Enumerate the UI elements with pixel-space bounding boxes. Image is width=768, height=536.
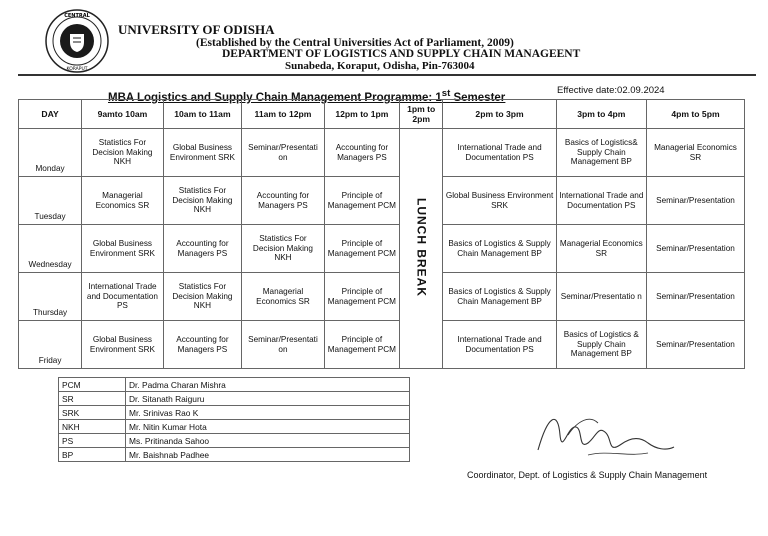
class-cell: Seminar/Presentati on: [242, 129, 325, 177]
class-cell: Accounting for Managers PS: [163, 321, 241, 369]
class-cell: Managerial Economics SR: [82, 177, 164, 225]
day-cell: Friday: [19, 321, 82, 369]
class-cell: Principle of Management PCM: [324, 177, 399, 225]
legend-name: Ms. Pritinanda Sahoo: [126, 434, 410, 448]
class-cell: Statistics For Decision Making NKH: [242, 225, 325, 273]
header-divider: [18, 74, 756, 76]
class-cell: International Trade and Documentation PS: [443, 321, 556, 369]
department-name: DEPARTMENT OF LOGISTICS AND SUPPLY CHAIN MANAGEENT: [222, 48, 581, 60]
university-name: UNIVERSITY OF ODISHA: [118, 22, 275, 37]
lunch-break-cell: [399, 129, 443, 369]
legend-row: [59, 406, 410, 420]
table-row-thursday: [19, 273, 745, 321]
legend-name: Dr. Padma Charan Mishra: [126, 378, 410, 392]
class-cell: Statistics For Decision Making NKH: [163, 273, 241, 321]
legend-name: Mr. Baishnab Padhee: [126, 448, 410, 462]
table-row-monday: [19, 129, 745, 177]
class-cell: Principle of Management PCM: [324, 273, 399, 321]
legend-abbr: PCM: [59, 378, 126, 392]
legend-abbr: NKH: [59, 420, 126, 434]
legend-row: [59, 448, 410, 462]
class-cell: Accounting for Managers PS: [242, 177, 325, 225]
class-cell: Statistics For Decision Making NKH: [163, 177, 241, 225]
class-cell: International Trade and Documentation PS: [443, 129, 556, 177]
class-cell: Global Business Environment SRK: [82, 225, 164, 273]
address: Sunabeda, Koraput, Odisha, Pin-763004: [285, 60, 475, 72]
programme-title: MBA Logistics and Supply Chain Management Programme: 1st Semester: [108, 88, 506, 104]
header-slot-6: 3pm to 4pm: [556, 100, 646, 129]
class-cell: Basics of Logistics & Supply Chain Management BP: [443, 225, 556, 273]
effective-date: Effective date:02.09.2024: [557, 85, 665, 96]
legend-name: Mr. Srinivas Rao K: [126, 406, 410, 420]
class-cell: Seminar/Presentation: [646, 225, 744, 273]
header-slot-5: 2pm to 3pm: [443, 100, 556, 129]
legend-abbr: SR: [59, 392, 126, 406]
day-cell: Thursday: [19, 273, 82, 321]
legend-abbr: PS: [59, 434, 126, 448]
class-cell: Principle of Management PCM: [324, 321, 399, 369]
legend-row: [59, 420, 410, 434]
table-row-tuesday: [19, 177, 745, 225]
timetable: [18, 99, 745, 369]
class-cell: Managerial Economics SR: [556, 225, 646, 273]
class-cell: Basics of Logistics & Supply Chain Management BP: [556, 321, 646, 369]
lunch-break-label: LUNCH BREAK: [414, 197, 429, 297]
header-slot-4: 12pm to 1pm: [324, 100, 399, 129]
legend-row: [59, 392, 410, 406]
class-cell: Accounting for Managers PS: [163, 225, 241, 273]
coordinator-label: Coordinator, Dept. of Logistics & Supply Chain Management: [467, 470, 708, 480]
day-cell: Wednesday: [19, 225, 82, 273]
coordinator-signature: [528, 405, 678, 465]
svg-text:KORAPUT: KORAPUT: [66, 67, 88, 72]
establishment-line: (Established by the Central Universities Act of Parliament, 2009): [196, 37, 514, 49]
header-slot-2: 10am to 11am: [163, 100, 241, 129]
table-row-wednesday: [19, 225, 745, 273]
class-cell: Seminar/Presentatio n: [556, 273, 646, 321]
header-slot-7: 4pm to 5pm: [646, 100, 744, 129]
class-cell: Principle of Management PCM: [324, 225, 399, 273]
svg-text:CENTRAL: CENTRAL: [64, 13, 90, 19]
legend-name: Dr. Sitanath Raiguru: [126, 392, 410, 406]
day-cell: Monday: [19, 129, 82, 177]
header-lunch: 1pm to 2pm: [399, 100, 443, 129]
header-slot-3: 11am to 12pm: [242, 100, 325, 129]
class-cell: Basics of Logistics& Supply Chain Management BP: [556, 129, 646, 177]
class-cell: Seminar/Presentation: [646, 273, 744, 321]
table-row-friday: [19, 321, 745, 369]
legend-abbr: BP: [59, 448, 126, 462]
university-seal-logo: [44, 8, 110, 74]
legend-name: Mr. Nitin Kumar Hota: [126, 420, 410, 434]
class-cell: International Trade and Documentation PS: [82, 273, 164, 321]
timetable-header-row: [19, 100, 745, 129]
class-cell: Global Business Environment SRK: [82, 321, 164, 369]
class-cell: Global Business Environment SRK: [443, 177, 556, 225]
header-day: DAY: [19, 100, 82, 129]
class-cell: Accounting for Managers PS: [324, 129, 399, 177]
legend-row: [59, 434, 410, 448]
class-cell: Seminar/Presentation: [646, 177, 744, 225]
class-cell: Statistics For Decision Making NKH: [82, 129, 164, 177]
header-slot-1: 9amto 10am: [82, 100, 164, 129]
class-cell: Global Business Environment SRK: [163, 129, 241, 177]
legend-abbr: SRK: [59, 406, 126, 420]
class-cell: Seminar/Presentati on: [242, 321, 325, 369]
class-cell: International Trade and Documentation PS: [556, 177, 646, 225]
class-cell: Seminar/Presentation: [646, 321, 744, 369]
day-cell: Tuesday: [19, 177, 82, 225]
faculty-legend: [58, 377, 410, 462]
class-cell: Managerial Economics SR: [242, 273, 325, 321]
class-cell: Managerial Economics SR: [646, 129, 744, 177]
legend-row: [59, 378, 410, 392]
class-cell: Basics of Logistics & Supply Chain Management BP: [443, 273, 556, 321]
